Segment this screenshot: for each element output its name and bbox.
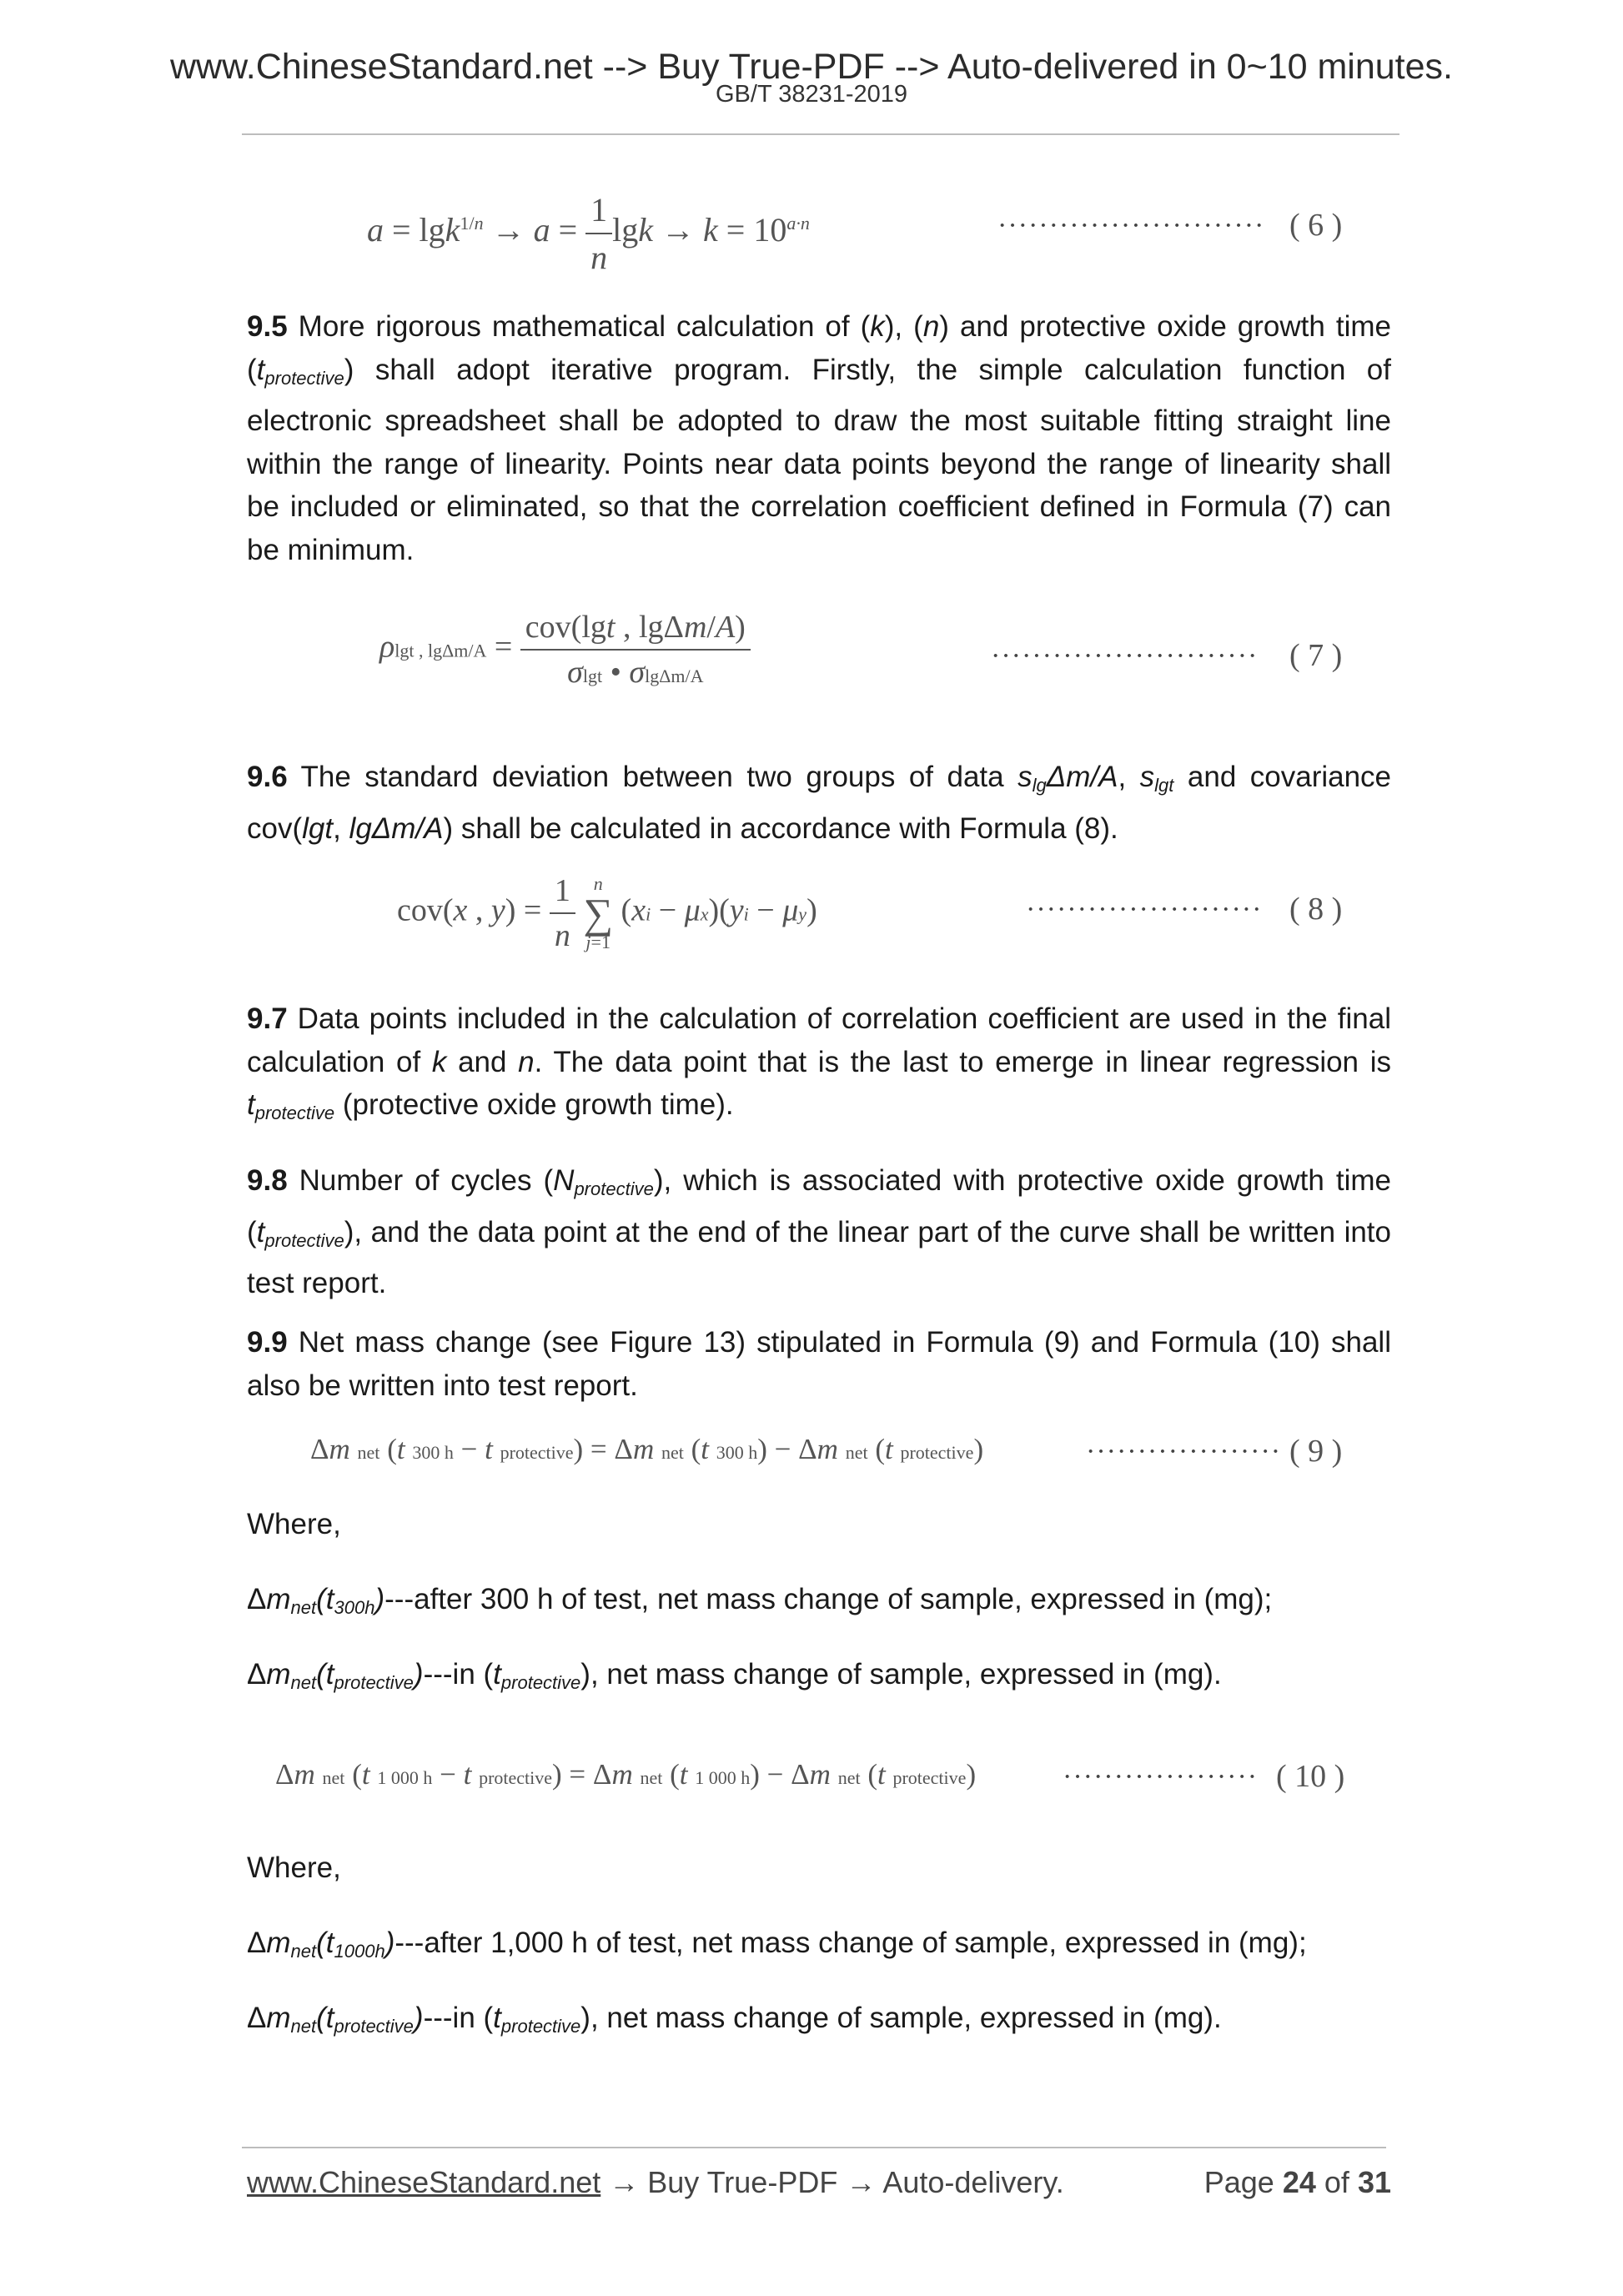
- subscript: protective: [264, 1229, 344, 1251]
- header-banner: www.ChineseStandard.net --> Buy True-PDF --> Auto-delivered in 0~10 minutes.: [169, 47, 1453, 87]
- text: ---in (: [423, 2002, 494, 2034]
- formula-9: Δm net (t 300 h − t protective) = Δm net (t 300 h) − Δm net (t protective): [310, 1433, 984, 1465]
- formula-9-number: ( 9 ): [1289, 1434, 1343, 1469]
- where-item: [247, 1997, 1391, 2048]
- var-lgt: lgt: [302, 811, 334, 845]
- text: Number of cycles (: [299, 1164, 554, 1197]
- section-9-9: [247, 1321, 1391, 1407]
- section-9-6: [247, 756, 1391, 850]
- text: ), net mass change of sample, expressed in (mg).: [580, 2002, 1222, 2034]
- text: Data points included in the calculation of correlation coefficient are used in the final calculation of: [247, 1002, 1391, 1078]
- var-m: m: [266, 1583, 291, 1615]
- subscript: 1000h: [334, 1941, 385, 1962]
- formula-8: cov(x , y) = $\frac{1}{n}$ n ∑ j=1 (xi − μx)(yi − μy): [397, 873, 817, 953]
- section-9-8: [247, 1159, 1391, 1305]
- footer-divider: [242, 2147, 1386, 2148]
- header-divider: [242, 133, 1399, 135]
- paren: ): [374, 1583, 385, 1615]
- text: ), (: [884, 310, 923, 343]
- page-number: 24: [1282, 2165, 1316, 2199]
- subscript: lg: [1032, 775, 1047, 796]
- section-number: 9.8: [247, 1164, 288, 1197]
- text: ,: [333, 811, 349, 845]
- var-t: t: [493, 1658, 501, 1691]
- var-m: m: [266, 1658, 291, 1691]
- section-9-7: [247, 997, 1391, 1135]
- formula-6: a = lgk$^{1/n}$ → a = $\frac{1}{n}$ $\lg k \to k = 10^{a\cdot n}$: [367, 191, 810, 276]
- var-t: t: [256, 1215, 265, 1248]
- text: ) shall be calculated in accordance with Formula (8).: [443, 811, 1118, 845]
- text: ---in (: [423, 1658, 494, 1691]
- formula-10-number: ( 10 ): [1276, 1759, 1345, 1794]
- subscript: protective: [500, 1672, 581, 1693]
- text: ) and protective oxide growth time (: [247, 310, 1391, 386]
- var-m: m: [266, 1927, 291, 1959]
- var-t: t: [493, 2002, 501, 2034]
- where-item: [247, 1653, 1391, 1705]
- page-label: Page: [1203, 2165, 1274, 2199]
- delta-symbol: Δ: [247, 2002, 267, 2034]
- where-item: [247, 1578, 1391, 1630]
- delta-symbol: Δ: [247, 1583, 267, 1615]
- subscript: protective: [264, 367, 344, 389]
- text: ) shall adopt iterative program. Firstly, the simple calculation function of electronic spreadsheet shall be adopted to draw the most suitable fitting straight line within the range of linearity. Points near data points beyond the range of linearity shall be included or eliminated, so that the correlation coefficient defined in Formula (7) can be minimum.: [247, 353, 1391, 566]
- var-s: s: [1139, 761, 1155, 793]
- section-number: 9.9: [247, 1326, 288, 1359]
- subscript: protective: [334, 2016, 414, 2037]
- subscript: protective: [500, 2016, 581, 2037]
- where-label: Where,: [247, 1851, 341, 1884]
- text: (protective oxide growth time).: [334, 1088, 734, 1121]
- var-lgdm: lgΔm/A: [349, 811, 444, 845]
- formula-6-leader: ··························: [997, 210, 1265, 241]
- section-9-5: [247, 305, 1391, 571]
- subscript: net: [290, 1941, 317, 1962]
- var-t: t: [256, 353, 265, 386]
- var-t: (t: [316, 2002, 334, 2034]
- subscript: net: [290, 2016, 317, 2037]
- var-k: k: [870, 310, 885, 343]
- where-item: [247, 1922, 1391, 1973]
- subscript: net: [290, 1672, 317, 1693]
- text: ---after 1,000 h of test, net mass change of sample, expressed in (mg);: [394, 1927, 1307, 1959]
- section-number: 9.7: [247, 1002, 288, 1035]
- section-number: 9.5: [247, 310, 288, 343]
- subscript: protective: [254, 1103, 335, 1123]
- text: ), net mass change of sample, expressed in (mg).: [580, 1658, 1222, 1691]
- of-label: of: [1324, 2165, 1349, 2199]
- paren: ): [413, 2002, 424, 2034]
- var-n: n: [922, 310, 940, 343]
- var-t: (t: [316, 1583, 334, 1615]
- formula-7: ρlgt , lgΔm/A = $\frac{\text{cov(lgt , lgΔm/A)}}{\sigma\lg t • \sigma\lg\Delta m/A}$: [379, 609, 751, 691]
- document-id: GB/T 38231-2019: [715, 81, 908, 108]
- text: and covariance cov(: [247, 761, 1392, 845]
- text: ---after 300 h of test, net mass change of sample, expressed in (mg);: [384, 1583, 1273, 1615]
- subscript: 300h: [334, 1597, 375, 1618]
- footer-link[interactable]: www.ChineseStandard.net: [247, 2165, 601, 2199]
- delta-symbol: Δ: [247, 1927, 267, 1959]
- formula-10-leader: ···················: [1063, 1761, 1259, 1792]
- var-m: m: [266, 2002, 291, 2034]
- paren: ): [384, 1927, 395, 1959]
- var-k: k: [431, 1045, 447, 1078]
- var-t: t: [247, 1088, 255, 1121]
- text: ,: [1118, 761, 1140, 793]
- text: ), and the data point at the end of the linear part of the curve shall be written into test report.: [247, 1215, 1391, 1299]
- delta-symbol: Δ: [247, 1658, 267, 1691]
- text: The standard deviation between two groups of data: [300, 761, 1018, 793]
- var-n: n: [518, 1045, 535, 1078]
- formula-8-leader: ·······················: [1026, 894, 1263, 925]
- text: . The data point that is the last to emerge in linear regression is: [534, 1045, 1391, 1078]
- formula-7-number: ( 7 ): [1289, 638, 1343, 673]
- subscript: protective: [334, 1672, 414, 1693]
- text: ), which is associated with protective oxide growth time (: [247, 1164, 1391, 1248]
- paren: ): [413, 1658, 424, 1691]
- page-total: 31: [1357, 2165, 1391, 2199]
- var-n-cycles: N: [553, 1164, 575, 1197]
- var-s: s: [1018, 761, 1033, 793]
- formula-7-leader: ··························: [991, 641, 1259, 671]
- where-label: Where,: [247, 1508, 341, 1540]
- subscript: lgt: [1154, 775, 1174, 796]
- text: Net mass change (see Figure 13) stipulated in Formula (9) and Formula (10) shall also be written into test report.: [247, 1326, 1391, 1402]
- var-t: (t: [316, 1927, 334, 1959]
- formula-6-number: ( 6 ): [1289, 208, 1343, 243]
- var-dm-a: Δm/A: [1046, 761, 1118, 793]
- section-number: 9.6: [247, 761, 288, 793]
- subscript: net: [290, 1597, 317, 1618]
- subscript: protective: [574, 1178, 654, 1199]
- formula-9-leader: ···················: [1086, 1436, 1282, 1467]
- text: More rigorous mathematical calculation of (: [298, 310, 871, 343]
- formula-10: Δm net (t 1 000 h − t protective) = Δm net (t 1 000 h) − Δm net (t protective): [275, 1758, 977, 1791]
- text: and: [446, 1045, 519, 1078]
- formula-8-number: ( 8 ): [1289, 892, 1343, 927]
- page-indicator: [1204, 2165, 1391, 2200]
- footer-text: → Buy True-PDF → Auto-delivery.: [600, 2165, 1064, 2199]
- footer: [247, 2165, 1391, 2200]
- var-t: (t: [316, 1658, 334, 1691]
